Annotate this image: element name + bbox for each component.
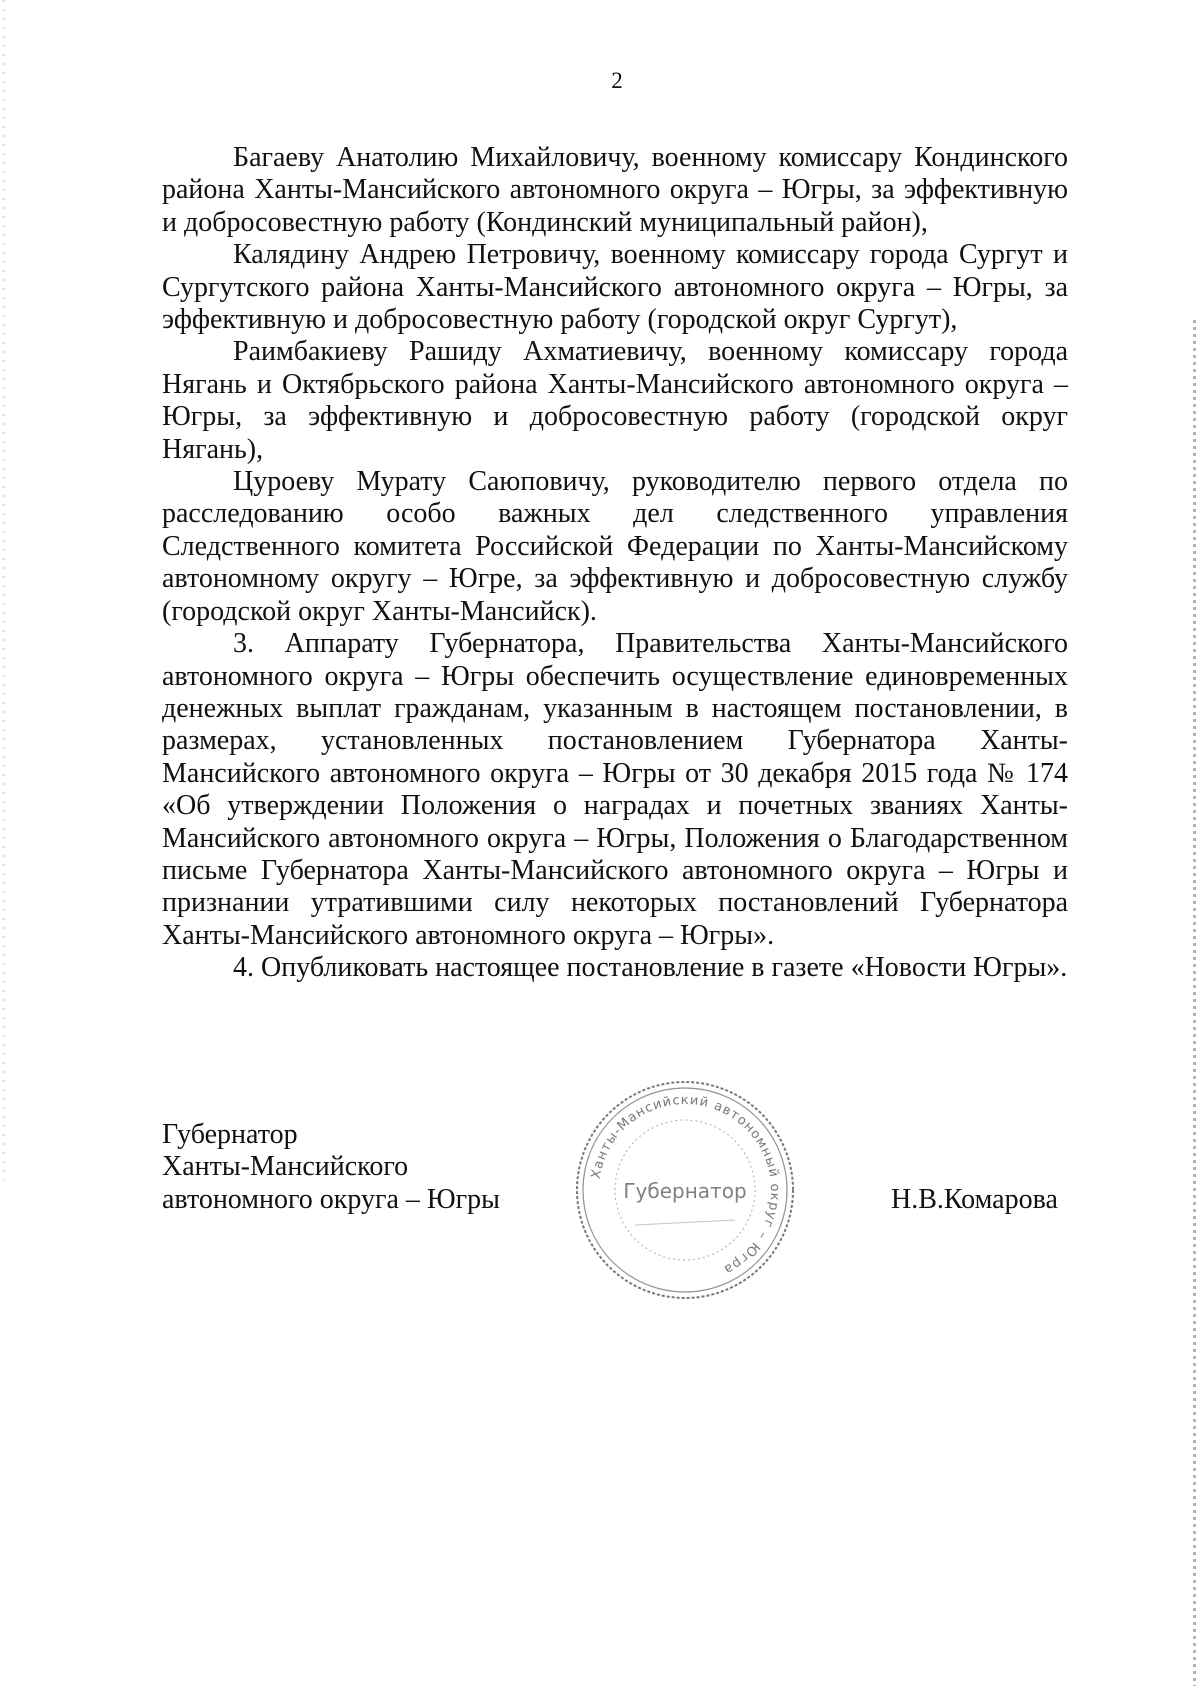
paragraph-raimbakiev: Раимбакиеву Рашиду Ахматиевичу, военному комиссару города Нягань и Октябрьского района Ханты-Мансийского автономного округа – Югры, за эффективную и добросовестную работу (городской округ Нягань), bbox=[162, 336, 1068, 465]
paragraph-item-3: 3. Аппарату Губернатора, Правительства Ханты-Мансийского автономного округа – Югры обеспечить осуществление единовременных денежных выплат гражданам, указанным в настоящем постановлении, в размерах, установленных постановлением Губернатора Ханты-Мансийского автономного округа – Югры от 30 декабря 2015 года № 174 «Об утверждении Положения о наградах и почетных званиях Ханты-Мансийского автономного округа – Югры, Положения о Благодарственном письме Губернатора Ханты-Мансийского автономного округа – Югры и признании утратившими силу некоторых постановлений Губернатора Ханты-Мансийского автономного округа – Югры». bbox=[162, 628, 1068, 951]
document-body bbox=[162, 142, 1068, 985]
paragraph-tsuroev: Цуроеву Мурату Саюповичу, руководителю первого отдела по расследованию особо важных дел следственного управления Следственного комитета Российской Федерации по Ханты-Мансийскому автономному округу – Югре, за эффективную и добросовестную службу (городской округ Ханты-Мансийск). bbox=[162, 466, 1068, 627]
signature-title-line: Ханты-Мансийского bbox=[162, 1151, 409, 1183]
page-number: 2 bbox=[611, 68, 623, 93]
scan-edge-artifact-left bbox=[2, 0, 5, 1180]
signature-title-line: Губернатор bbox=[162, 1119, 298, 1150]
paragraph-item-4: 4. Опубликовать настоящее постановление в газете «Новости Югры». bbox=[233, 952, 1068, 984]
signature-title-block bbox=[162, 1119, 500, 1216]
signature-title-line: автономного округа – Югры bbox=[162, 1183, 500, 1215]
scan-edge-artifact-right bbox=[1193, 320, 1196, 1686]
official-seal-stamp bbox=[565, 1070, 805, 1310]
paragraph-bagaev: Багаеву Анатолию Михайловичу, военному комиссару Кондинского района Ханты-Мансийского автономного округа – Югры, за эффективную и добросовестную работу (Кондинский муниципальный район), bbox=[162, 142, 1068, 238]
seal-center-text: Губернатор bbox=[623, 1179, 747, 1203]
seal-ring-text: Ханты-Мансийский автономный округ – Югра bbox=[588, 1092, 783, 1278]
paragraph-kalyadin: Калядину Андрею Петровичу, военному комиссару города Сургут и Сургутского района Ханты-Мансийского автономного округа – Югры, за эффективную и добросовестную работу (городской округ Сургут), bbox=[162, 239, 1068, 336]
signatory-name: Н.В.Комарова bbox=[891, 1184, 1058, 1215]
